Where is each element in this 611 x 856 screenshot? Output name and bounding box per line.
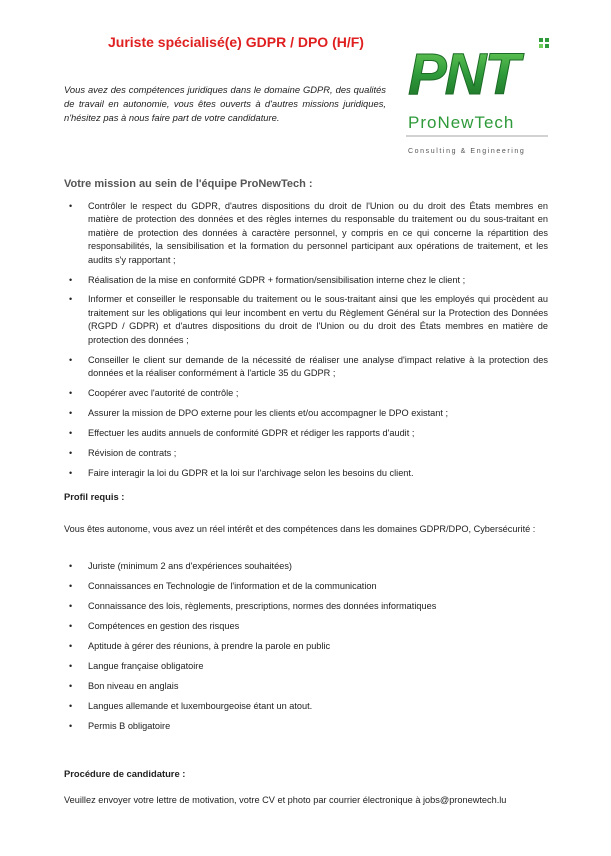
- list-item-text: Coopérer avec l'autorité de contrôle ;: [88, 387, 239, 398]
- list-item: [64, 293, 548, 347]
- procedure-heading: Procédure de candidature :: [64, 768, 186, 779]
- list-item: [64, 660, 548, 673]
- list-item-text: Compétences en gestion des risques: [88, 621, 240, 631]
- list-item: [64, 447, 548, 460]
- list-item: [64, 560, 548, 573]
- list-item: [64, 274, 548, 287]
- logo-dot: [539, 44, 543, 48]
- mission-list: [64, 200, 548, 486]
- list-item-text: Permis B obligatoire: [88, 721, 171, 731]
- list-item-text: Faire interagir la loi du GDPR et la loi sur l'archivage selon les besoins du client.: [88, 467, 414, 478]
- list-item: [64, 427, 548, 440]
- list-item-text: Langue française obligatoire: [88, 661, 204, 671]
- list-item-text: Conseiller le client sur demande de la nécessité de réaliser une analyse d'impact relative à la protection des données et la réaliser conformément à l'article 35 du GDPR ;: [88, 354, 548, 378]
- list-item-text: Connaissance des lois, règlements, prescriptions, normes des données informatiques: [88, 601, 437, 611]
- list-item: [64, 640, 548, 653]
- profil-heading: Profil requis :: [64, 491, 125, 502]
- bullet-icon: •: [69, 407, 73, 418]
- logo-name: ProNewTech: [408, 113, 515, 132]
- bullet-icon: •: [69, 274, 73, 285]
- list-item-text: Effectuer les audits annuels de conformité GDPR et rédiger les rapports d'audit ;: [88, 427, 415, 438]
- list-item: [64, 680, 548, 693]
- bullet-icon: •: [69, 427, 73, 438]
- list-item: [64, 620, 548, 633]
- bullet-icon: •: [69, 681, 73, 691]
- bullet-icon: •: [69, 294, 73, 305]
- bullet-icon: •: [69, 701, 73, 711]
- bullet-icon: •: [69, 721, 73, 731]
- list-item: [64, 354, 548, 381]
- list-item: [64, 720, 548, 733]
- bullet-icon: •: [69, 387, 73, 398]
- company-logo: [398, 30, 558, 162]
- list-item-text: Révision de contrats ;: [88, 447, 177, 458]
- intro-paragraph: Vous avez des compétences juridiques dans le domaine GDPR, des qualités de travail en autonomie, vous êtes ouverts à d'autres missions juridiques, n'hésitez pas à nous faire part de votre candidature.: [64, 84, 386, 123]
- procedure-text: Veuillez envoyer votre lettre de motivation, votre CV et photo par courrier électronique à jobs@pronewtech.lu: [64, 795, 507, 805]
- logo-dot: [545, 44, 549, 48]
- list-item: [64, 407, 548, 420]
- bullet-icon: •: [69, 641, 73, 651]
- bullet-icon: •: [69, 601, 73, 611]
- list-item-text: Informer et conseiller le responsable du traitement ou le sous-traitant ainsi que les employés qui procèdent au traitement sur les obligations qui leur incombent en vertu du Règlement Général sur la Protection des Données (RGPD / GDPR) et d'autres dispositions du droit de l'Union ou du droit des États membres en matière de protection des données ;: [88, 294, 548, 345]
- list-item-text: Connaissances en Technologie de l'information et de la communication: [88, 581, 377, 591]
- bullet-icon: •: [69, 621, 73, 631]
- mission-heading: Votre mission au sein de l'équipe ProNewTech :: [64, 178, 313, 190]
- list-item-text: Langues allemande et luxembourgeoise étant un atout.: [88, 701, 313, 711]
- bullet-icon: •: [69, 661, 73, 671]
- list-item-text: Juriste (minimum 2 ans d'expériences souhaitées): [88, 561, 292, 571]
- list-item: [64, 467, 548, 480]
- logo-dot: [539, 38, 543, 42]
- logo-tagline: Consulting & Engineering: [408, 148, 526, 155]
- bullet-icon: •: [69, 467, 73, 478]
- list-item-text: Aptitude à gérer des réunions, à prendre la parole en public: [88, 641, 331, 651]
- list-item-text: Réalisation de la mise en conformité GDPR + formation/sensibilisation interne chez le client ;: [88, 274, 466, 285]
- bullet-icon: •: [69, 581, 73, 591]
- list-item: [64, 600, 548, 613]
- logo-letters: PNT: [408, 42, 518, 107]
- bullet-icon: •: [69, 447, 73, 458]
- profil-list: [64, 560, 548, 740]
- logo-dot: [545, 38, 549, 42]
- job-title: Juriste spécialisé(e) GDPR / DPO (H/F): [108, 34, 364, 50]
- list-item: [64, 580, 548, 593]
- list-item: [64, 387, 548, 400]
- list-item-text: Contrôler le respect du GDPR, d'autres dispositions du droit de l'Union ou du droit des États membres en matière de protection des données et des règles internes du responsable du traitement ou du sous-traitant en matière de protection des données à caractère personnel, y compris en ce qui concerne la répartition des responsabilités, la sensibilisation et la formation du personnel participant aux opérations de traitement, et les audits s'y rapportant ;: [88, 201, 548, 265]
- bullet-icon: •: [69, 354, 73, 365]
- bullet-icon: •: [69, 201, 73, 211]
- bullet-icon: •: [69, 561, 73, 571]
- list-item-text: Bon niveau en anglais: [88, 681, 179, 691]
- profil-intro: Vous êtes autonome, vous avez un réel intérêt et des compétences dans les domaines GDPR/DPO, Cybersécurité :: [64, 524, 536, 534]
- list-item: [64, 200, 548, 267]
- list-item: [64, 700, 548, 713]
- list-item-text: Assurer la mission de DPO externe pour les clients et/ou accompagner le DPO existant ;: [88, 407, 449, 418]
